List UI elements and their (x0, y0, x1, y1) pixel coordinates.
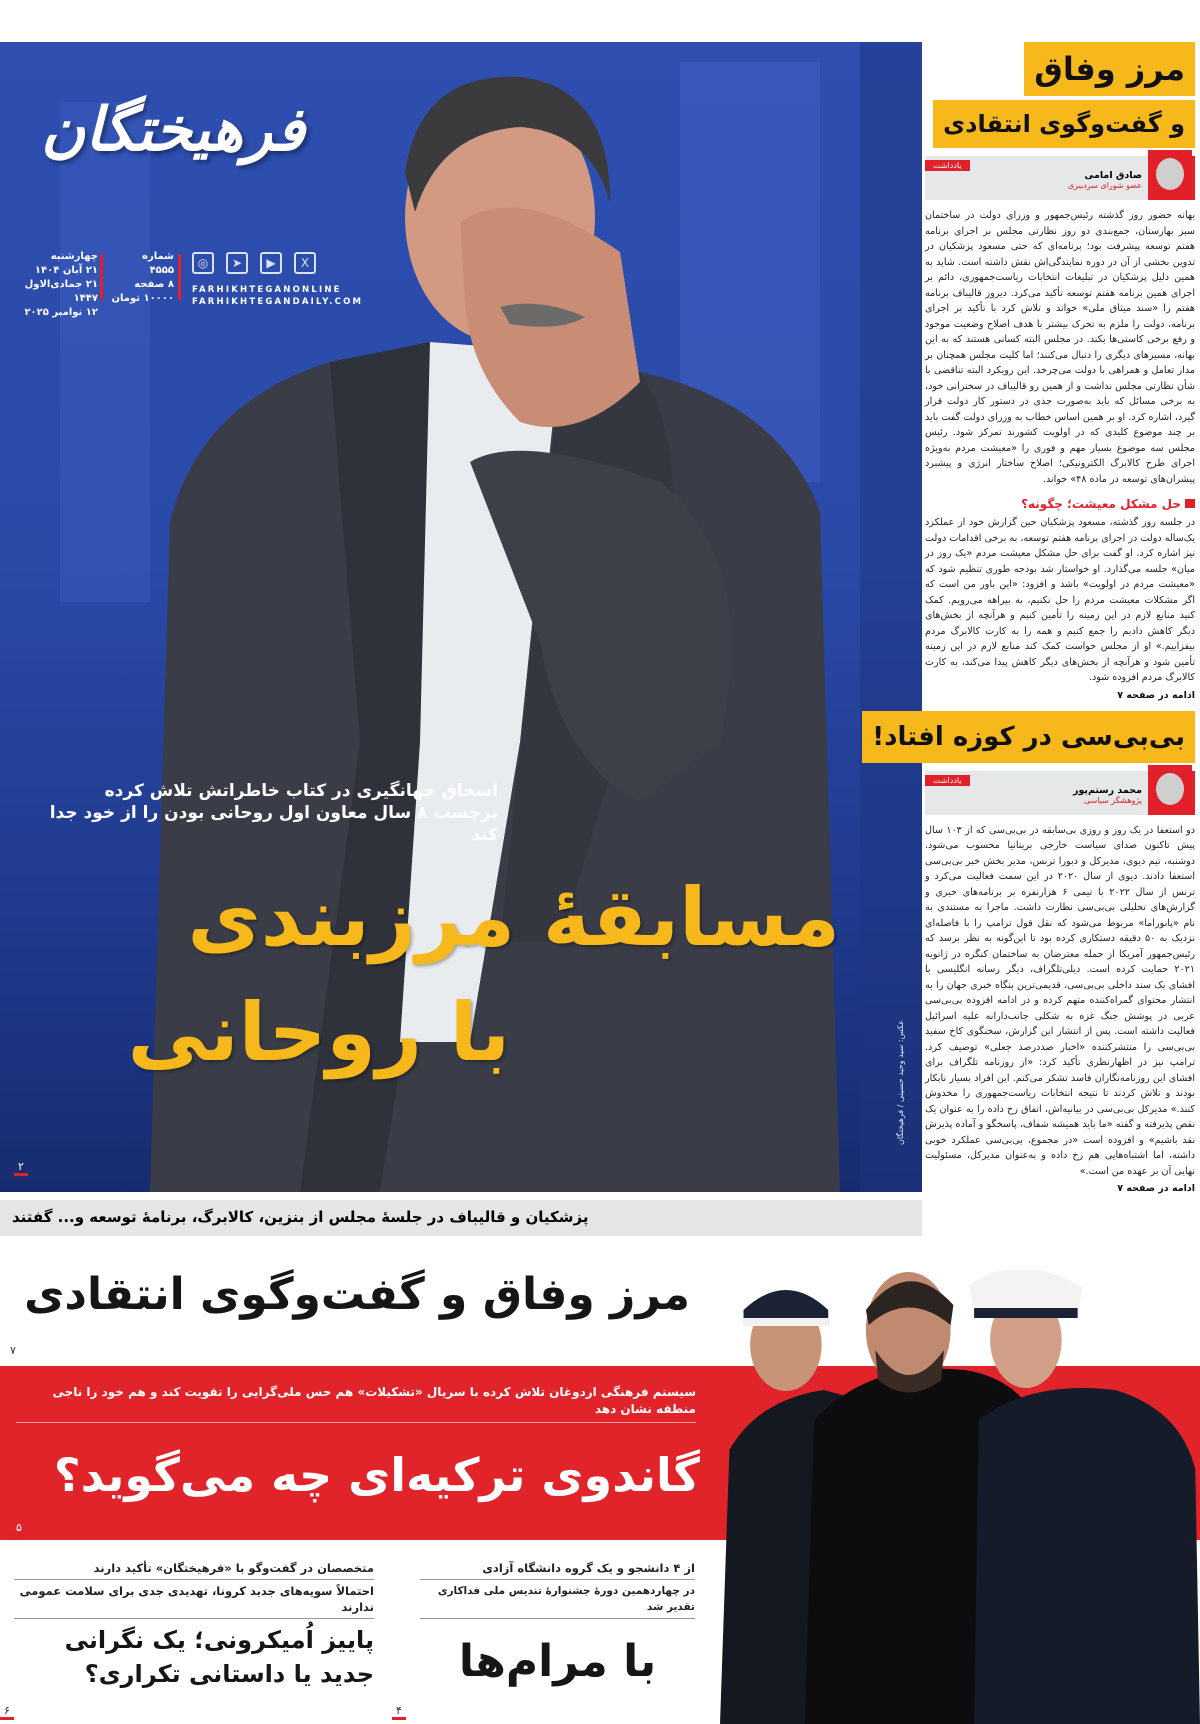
issue-block: شماره ۴۵۵۵ ۸ صفحه ۱۰۰۰۰ تومان (111, 251, 174, 304)
feature-kicker: سیستم فرهنگی اردوغان تلاش کرده با سریال «تشکیلات» هم حس ملی‌گرایی را تقویت کند و هم خود را ناجی منطقه نشان دهد (16, 1384, 696, 1423)
author-photo (1148, 765, 1192, 815)
story-headline[interactable]: مرز وفاق و گفت‌وگوی انتقادی (24, 1269, 690, 1320)
tv-series-photo (720, 1270, 1200, 1724)
column1-body2: در جلسه روز گذشته، مسعود پزشکیان حین گزارش خود از عملکرد یک‌ساله دولت در اجرای برنامه هفتم توسعه، به برخی اقدامات دولت نیز اشاره کرد. او گفت برای حل مشکل معیشت مردم «یک روز در میان» جلسه می‌گذارد. او خواستار شد بودجه طوری تنظیم شود که «معیشت مردم در اولویت» باشد و افزود: «این باور من است که اگر مشکلات معیشت مردم را حل نکنیم، به بیراهه می‌رویم. کمک کنید منابع لازم در این زمینه را تأمین کنیم و هرآنچه از بخش‌های دیگر کاهش دادیم را جمع کنیم و همه را به کارت کالابرگ مردم بیفزاییم.» او از مجلس خواست کمک کند منابع لازم در این زمینه تأمین شود و هرآنچه از بخش‌های دیگر کاهش پیدا می‌کند، به کارت کالابرگ مردم افزوده شود. (925, 517, 1195, 683)
website-handles (192, 284, 363, 308)
column-tag: یادداشت (925, 160, 970, 171)
author-role: پژوهشگر سیاسی (1083, 795, 1142, 805)
youtube-icon[interactable]: ▶ (260, 252, 282, 274)
main-headline[interactable]: مسابقهٔ مرزبندی با روحانی (127, 871, 840, 1079)
bottom-left-story: متخصصان در گفت‌وگو با «فرهیختگان» تأکید دارند احتمالاً سویه‌های جدید کرونا، تهدیدی جدی برای سلامت عمومی ندارند پاییز اُمیکرونی؛ یک نگرانی جدید یا داستانی تکراری؟ (14, 1560, 374, 1691)
page-number: ۵ (12, 1521, 26, 1537)
author-role: عضو شورای سردبیری (1067, 181, 1142, 190)
divider (178, 254, 181, 300)
author-photo (1148, 150, 1192, 200)
column2-title-wrap (865, 711, 1195, 763)
page-number: ۶ (0, 1704, 14, 1720)
handle-link[interactable]: FARHIKHTEGANONLINE (192, 285, 342, 295)
subhead-marker-icon (1185, 499, 1195, 508)
telegram-icon[interactable]: ➤ (226, 252, 248, 274)
bottom-left-headline[interactable]: پاییز اُمیکرونی؛ یک نگرانی جدید یا داستانی تکراری؟ (64, 1626, 374, 1688)
feature-headline[interactable]: گاندوی ترکیه‌ای چه می‌گوید؟ (53, 1448, 700, 1502)
column2-title[interactable]: بی‌بی‌سی در کوزه افتاد! (862, 711, 1195, 763)
photo-credit: عکس: سید وحید حسینی / فرهیختگان (896, 1020, 905, 1145)
divider (100, 254, 103, 300)
x-icon[interactable]: X (294, 252, 316, 274)
continued-link[interactable]: ادامه در صفحه ۷ (1117, 1183, 1195, 1194)
date-block: چهارشنبه ۲۱ آبان ۱۴۰۴ ۲۱ جمادی‌الاول ۱۴۴۷ ۱۲ نوامبر ۲۰۲۵ (24, 251, 98, 318)
column1-byline (925, 156, 1195, 200)
author-name: محمد رستم‌پور (1072, 784, 1142, 796)
bottom-mid-story: از ۴ دانشجو و یک گروه دانشگاه آزادی در چهاردهمین دورهٔ جشنوارهٔ تندیس ملی فداکاری تقدیر شد با مرام‌ها (420, 1560, 695, 1697)
author-name: صادق امامی (1084, 170, 1142, 181)
page-number: ۷ (10, 1344, 16, 1357)
column1-body: بهانه حضور روز گذشته رئیس‌جمهور و وزرای دولت در ساختمان سبز بهارستان، جمع‌بندی دو روز نظارتی مجلس بر اجرای برنامه هفتم توسعه پیشرفت بود؛ برنامه‌ای که حتی مسعود پزشکیان در تدوین بخشی از آن در دوره نمایندگی‌اش نقش داشته است. شاید به همین دلیل پزشکیان در تبلیغات انتخابات ریاست‌جمهوری، دائم بر اجرای همین برنامه هفتم توسعه تأکید می‌کرد. دیروز قالیباف برنامه هفتم را «سند میثاق ملی» خواند و تلاش کرد با تأکید بر اجرای برنامه، دولت را ملزم به تحرک بیشتر با هدف اصلاح وضعیت موجود و رفع برخی کاستی‌ها بکند. در مجلس البته کسانی هستند که به این بهانه، مسیرهای دیگری را دنبال می‌کنند؛ اما کلیت مجلس همچنان بر مدار تعامل و همراهی با دولت می‌چرخد. این رویکرد البته تناقضی با شأن نظارتی مجلس نداشت و از همین رو قالیباف در سخنرانی خود، به برخی مسائل که باید به‌صورت جدی در دستور کار دولت قرار گیرد، اشاره کرد. او بر همین اساس خطاب به وزرای دولت گفت باید بر چند موضوع کلیدی که در اولویت کشورند تمرکز شود. رئیس مجلس سه موضوع بسیار مهم و فوری را «معیشت مردم به‌ویژه اجرای طرح کالابرگ الکترونیکی؛ اصلاح ساختار انرژی و پیشبرد پیشران‌های توسعه در ماده ۴۸» خواند. (925, 210, 1195, 485)
story-kicker: پزشکیان و قالیباف در جلسهٔ مجلس از بنزین، کالابرگ، برنامهٔ توسعه و... گفتند (0, 1200, 922, 1236)
page-number: ۲ (14, 1160, 28, 1176)
column2-byline (925, 771, 1195, 815)
column-tag: یادداشت (925, 775, 970, 786)
bottom-mid-headline[interactable]: با مرام‌ها (458, 1636, 657, 1687)
social-links (192, 252, 316, 274)
website-link[interactable]: FARHIKHTEGANDAILY.COM (192, 297, 364, 307)
newspaper-logo[interactable]: فرهیختگان (41, 95, 305, 165)
instagram-icon[interactable]: ◎ (192, 252, 214, 274)
column2-body: دو استعفا در یک روز و روزی بی‌سابقه در بی‌بی‌سی که از ۱۰۳ سال پیش تاکنون صدای سیاست خارجی بریتانیا محسوب می‌شود. دوشنبه، تیم دیوی، مدیرکل و دبورا ترنس، مدیر بخش خبر بی‌بی‌سی استعفا دادند. دیوی از سال ۲۰۲۰ در این سمت فعالیت می‌کرد و ترنس از سال ۲۰۲۲ با تیمی ۶ هزارنفره بر برنامه‌های خبری و گزارش‌های تحلیلی بی‌بی‌سی نظارت داشت. ماجرا به مستندی به نام «پانوراما» مربوط می‌شود که نقل قول ترامپ را با فاصله‌ای نزدیک به ۵۰ دقیقه دستکاری کرده بود تا این‌گونه به نظر برسد که رئیس‌جمهور آمریکا از حمله معترضان به ساختمان کنگره در ژانویه ۲۰۲۱ حمایت کرده است. دیلی‌تلگراف، دیگر رسانه انگلیسی با افشای یک سند داخلی بی‌بی‌سی، قدیمی‌ترین بنگاه خبری جهان را به انتشار محتوای گمراه‌کننده متهم کرده و در ادامه افزوده بی‌بی‌سی عربی در پوشش جنگ غزه به شکلی جانب‌دارانه علیه اسرائیل فعالیت داشته است. پس از انتشار این گزارش، سخنگوی کاخ سفید بی‌بی‌سی را منتشرکننده «اخبار صددرصد جعلی» توصیف کرد. ترامپ نیز در اظهارنظری تأکید کرد: «از روزنامه تلگراف برای افشای این روزنامه‌نگاران فاسد تشکر می‌کنم. این افراد بسیار نابکار بودند و تلاش کردند تا نتیجه انتخابات ریاست‌جمهوری را مخدوش کنند.» مدیرکل بی‌بی‌سی در بیانیه‌اش، اتفاق رخ داده را به عنوان یک نقص پذیرفته و گفته «ما باید همیشه شفاف، پاسخگو و آماده پذیرش نقد باشیم» و افزوده است «در مجموع، بی‌بی‌سی عملکرد خوبی داشته، اما اشتباه‌هایی هم رخ داده و به‌عنوان مدیرکل، مسئولیت نهایی آن بر عهده من است.» (925, 824, 1196, 1177)
page-number: ۴ (392, 1704, 406, 1720)
continued-link[interactable]: ادامه در صفحه ۷ (1117, 689, 1195, 701)
hero-caption: اسحاق جهانگیری در کتاب خاطراتش تلاش کرده برچسب ۸ سال معاون اول روحانی بودن را از خود جدا کند (49, 781, 498, 845)
column1-subhead: حل مشکل معیشت؛ چگونه؟ (925, 495, 1195, 513)
column1-title[interactable]: مرز وفاق و گفت‌وگوی انتقادی (925, 42, 1195, 148)
